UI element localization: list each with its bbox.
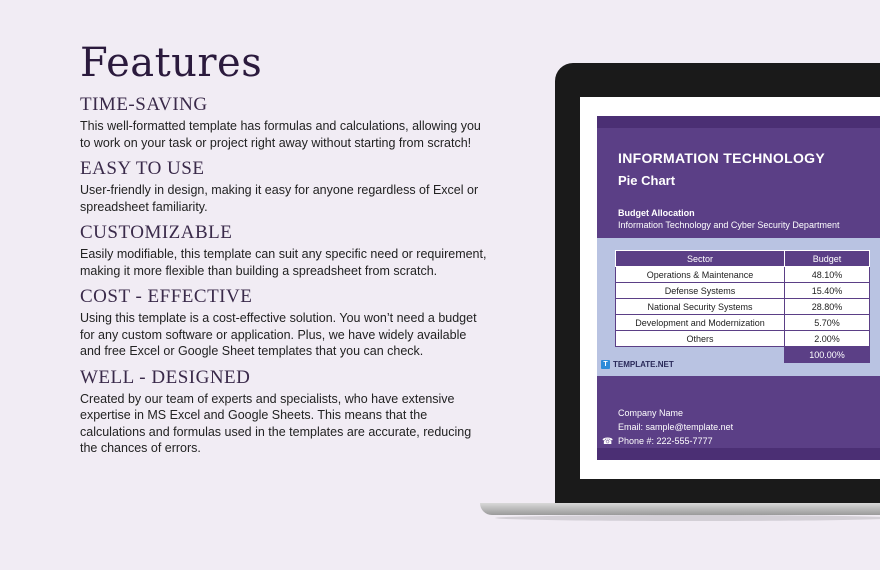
allocation-block (618, 208, 839, 230)
budget-cell: 28.80% (785, 299, 870, 315)
feature-text: This well-formatted template has formulas and calculations, allowing you to work on your task or project right away without starting from scratch! (80, 119, 481, 150)
sheet-title: INFORMATION TECHNOLOGY (618, 150, 825, 166)
feature-text: Using this template is a cost-effective solution. You won’t need a budget for any custom software or application. Plus, we have widely available and free Excel or Google Sheet templates that you can check. (80, 311, 477, 358)
features-section (80, 40, 490, 464)
template-net-logo (601, 360, 674, 369)
sector-cell: National Security Systems (616, 299, 785, 315)
budget-cell: 2.00% (785, 331, 870, 347)
department-label: Information Technology and Cyber Security Department (618, 220, 840, 230)
template-logo-icon: T (601, 360, 610, 369)
header-budget: Budget (785, 251, 870, 267)
brand-label: TEMPLATE.NET (613, 360, 674, 369)
feature-customizable (80, 222, 490, 279)
header-sector: Sector (616, 251, 785, 267)
laptop-mockup (555, 63, 880, 523)
page-title: Features (80, 40, 263, 86)
company-name: Company Name (618, 408, 684, 418)
table-row (616, 283, 870, 299)
spreadsheet-preview (597, 116, 880, 460)
sheet-subtitle: Pie Chart (618, 173, 676, 188)
sheet-header (618, 150, 825, 188)
laptop-screen (580, 97, 880, 479)
table-row (616, 315, 870, 331)
total-cell: 100.00% (785, 347, 870, 363)
budget-cell: 48.10% (785, 267, 870, 283)
feature-cost-effective (80, 286, 490, 360)
table-row (616, 331, 870, 347)
sector-cell: Defense Systems (616, 283, 785, 299)
email-line: Email: sample@template.net (618, 422, 734, 432)
sector-cell: Others (616, 331, 785, 347)
phone-icon: ☎ (602, 436, 614, 446)
sector-cell: Operations & Maintenance (616, 267, 785, 283)
feature-heading: TIME-SAVING (80, 94, 208, 115)
feature-well-designed (80, 367, 490, 457)
budget-table (615, 250, 870, 363)
feature-time-saving (80, 94, 490, 151)
sheet-bottom-band (597, 448, 880, 460)
laptop-shadow (495, 515, 880, 521)
feature-heading: CUSTOMIZABLE (80, 222, 233, 243)
sheet-top-band (597, 116, 880, 128)
feature-text: Easily modifiable, this template can suit any specific need or requirement, making it more flexible than building a spreadsheet from scratch. (80, 247, 487, 278)
feature-heading: WELL - DESIGNED (80, 366, 251, 388)
feature-heading: COST - EFFECTIVE (80, 286, 253, 307)
feature-easy-to-use (80, 158, 490, 215)
feature-text: Created by our team of experts and specialists, who have extensive expertise in MS Excel and Google Sheets. This means that the calculations and formulas used in the templates are accurate, reducing the chances of errors. (80, 391, 472, 455)
phone-line (602, 434, 733, 448)
table-row (616, 299, 870, 315)
sector-cell: Development and Modernization (616, 315, 785, 331)
phone-text: Phone #: 222-555-7777 (618, 436, 713, 446)
table-header-row (616, 251, 870, 267)
table-row (616, 267, 870, 283)
feature-text: User-friendly in design, making it easy for anyone regardless of Excel or spreadsheet familiarity. (80, 183, 479, 214)
contact-block (602, 406, 734, 448)
feature-heading: EASY TO USE (80, 158, 205, 179)
budget-cell: 15.40% (785, 283, 870, 299)
laptop-base (480, 503, 880, 515)
allocation-label: Budget Allocation (618, 208, 695, 218)
budget-cell: 5.70% (785, 315, 870, 331)
